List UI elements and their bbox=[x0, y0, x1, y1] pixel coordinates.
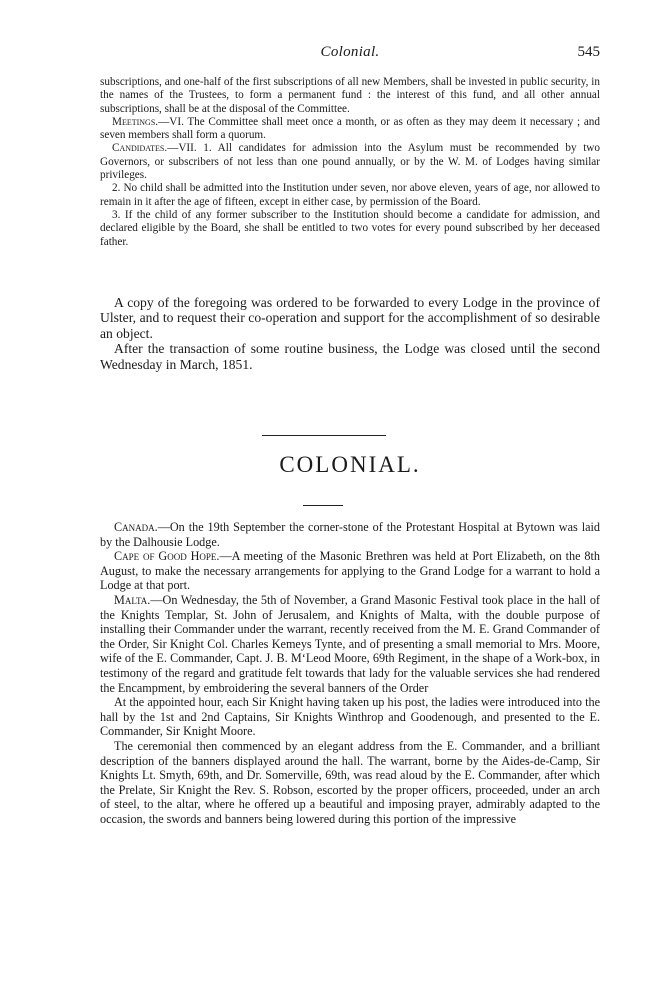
rule-lead: Meetings. bbox=[112, 115, 159, 128]
running-head bbox=[100, 44, 600, 64]
closing-paragraph: After the transaction of some routine business, the Lodge was closed until the second Wednesday in March, 1851. bbox=[100, 341, 600, 372]
section-heading: COLONIAL. bbox=[279, 452, 421, 477]
article-lead: Canada. bbox=[114, 520, 158, 534]
article-lead: Cape of Good Hope. bbox=[114, 549, 220, 564]
article-paragraph-malta: Malta.—On Wednesday, the 5th of November, a Grand Masonic Festival took place in the hall of the Knights Templar, St. John of Jerusalem, and Knights of Malta, with the double purpose of installing their Commander under the warrant, recently received from the M. E. Grand Commander of the Order, Sir Knight Col. Charles Kemeys Tynte, and of presenting a small memorial to Mrs. Moore, wife of the E. Commander, Capt. J. B. M‘Leod Moore, 69th Regiment, in the shape of a Work-box, in testimony of the regard and gratitude felt towards that lady for the valuable services she had rendered the Encampment, by embroidering the several banners of the Order bbox=[100, 592, 600, 695]
article-paragraph: At the appointed hour, each Sir Knight having taken up his post, the ladies were introduced into the hall by the 1st and 2nd Captains, Sir Knights Winthrop and Goodenough, and presented to the E. Commander, Sir Knight Moore. bbox=[100, 695, 600, 739]
article-paragraph-canada: Canada.—On the 19th September the corner-stone of the Protestant Hospital at Bytown was laid by the Dalhousie Lodge. bbox=[100, 520, 600, 549]
page-number: 545 bbox=[577, 44, 600, 60]
rule-paragraph: 2. No child shall be admitted into the Institution under seven, nor above eleven, years of age, nor allowed to remain in it after the age of fifteen, except in either case, by permission of the Board. bbox=[100, 182, 600, 208]
rule-lead: Candidates. bbox=[112, 142, 168, 155]
rule-paragraph-candidates: Candidates.—VII. 1. All candidates for admission into the Asylum must be recommended by two Governors, or subscribers of not less than one pound annually, or by the W. M. of Lodges having similar privileges. bbox=[100, 142, 600, 182]
running-title: Colonial. bbox=[320, 44, 380, 60]
rules-section bbox=[100, 76, 600, 249]
section-divider bbox=[262, 435, 386, 436]
article-paragraph-cape: Cape of Good Hope.—A meeting of the Masonic Brethren was held at Port Elizabeth, on the 8th August, to make the necessary arrangements for applying to the Grand Lodge for a warrant to hold a Lodge at that port. bbox=[100, 549, 600, 593]
article-lead: Malta. bbox=[114, 592, 151, 607]
article-paragraph: The ceremonial then commenced by an elegant address from the E. Commander, and a brilliant description of the banners displayed around the hall. The warrant, borne by the Aides-de-Camp, Sir Knights Lt. Smyth, 69th, and Dr. Somerville, 69th, was read aloud by the E. Commander, after which the Prelate, Sir Knight the Rev. S. Robson, escorted by the proper officers, proceeded, under an arch of steel, to the altar, where he offered up a beautiful and imposing prayer, admirably adapted to the occasion, the swords and banners being lowered during this portion of the impressive bbox=[100, 738, 600, 826]
closing-section bbox=[100, 295, 600, 372]
rule-paragraph: subscriptions, and one-half of the first subscriptions of all new Members, shall be invested in public security, in the names of the Trustees, to form a permanent fund : the interest of this fund, and all other annual subscriptions, shall be at the disposal of the Committee. bbox=[100, 76, 600, 115]
heading-underline bbox=[303, 505, 343, 506]
colonial-articles bbox=[100, 520, 600, 826]
rule-paragraph: 3. If the child of any former subscriber to the Institution should become a candidate for admission, and declared eligible by the Board, she shall be entitled to two votes for every pound subscribed by her deceased father. bbox=[100, 208, 600, 248]
rule-paragraph-meetings: Meetings.—VI. The Committee shall meet once a month, or as often as they may deem it necessary ; and seven members shall form a quorum. bbox=[100, 115, 600, 142]
closing-paragraph: A copy of the foregoing was ordered to be forwarded to every Lodge in the province of Ulster, and to request their co-operation and support for the accomplishment of so desirable an object. bbox=[100, 295, 600, 341]
